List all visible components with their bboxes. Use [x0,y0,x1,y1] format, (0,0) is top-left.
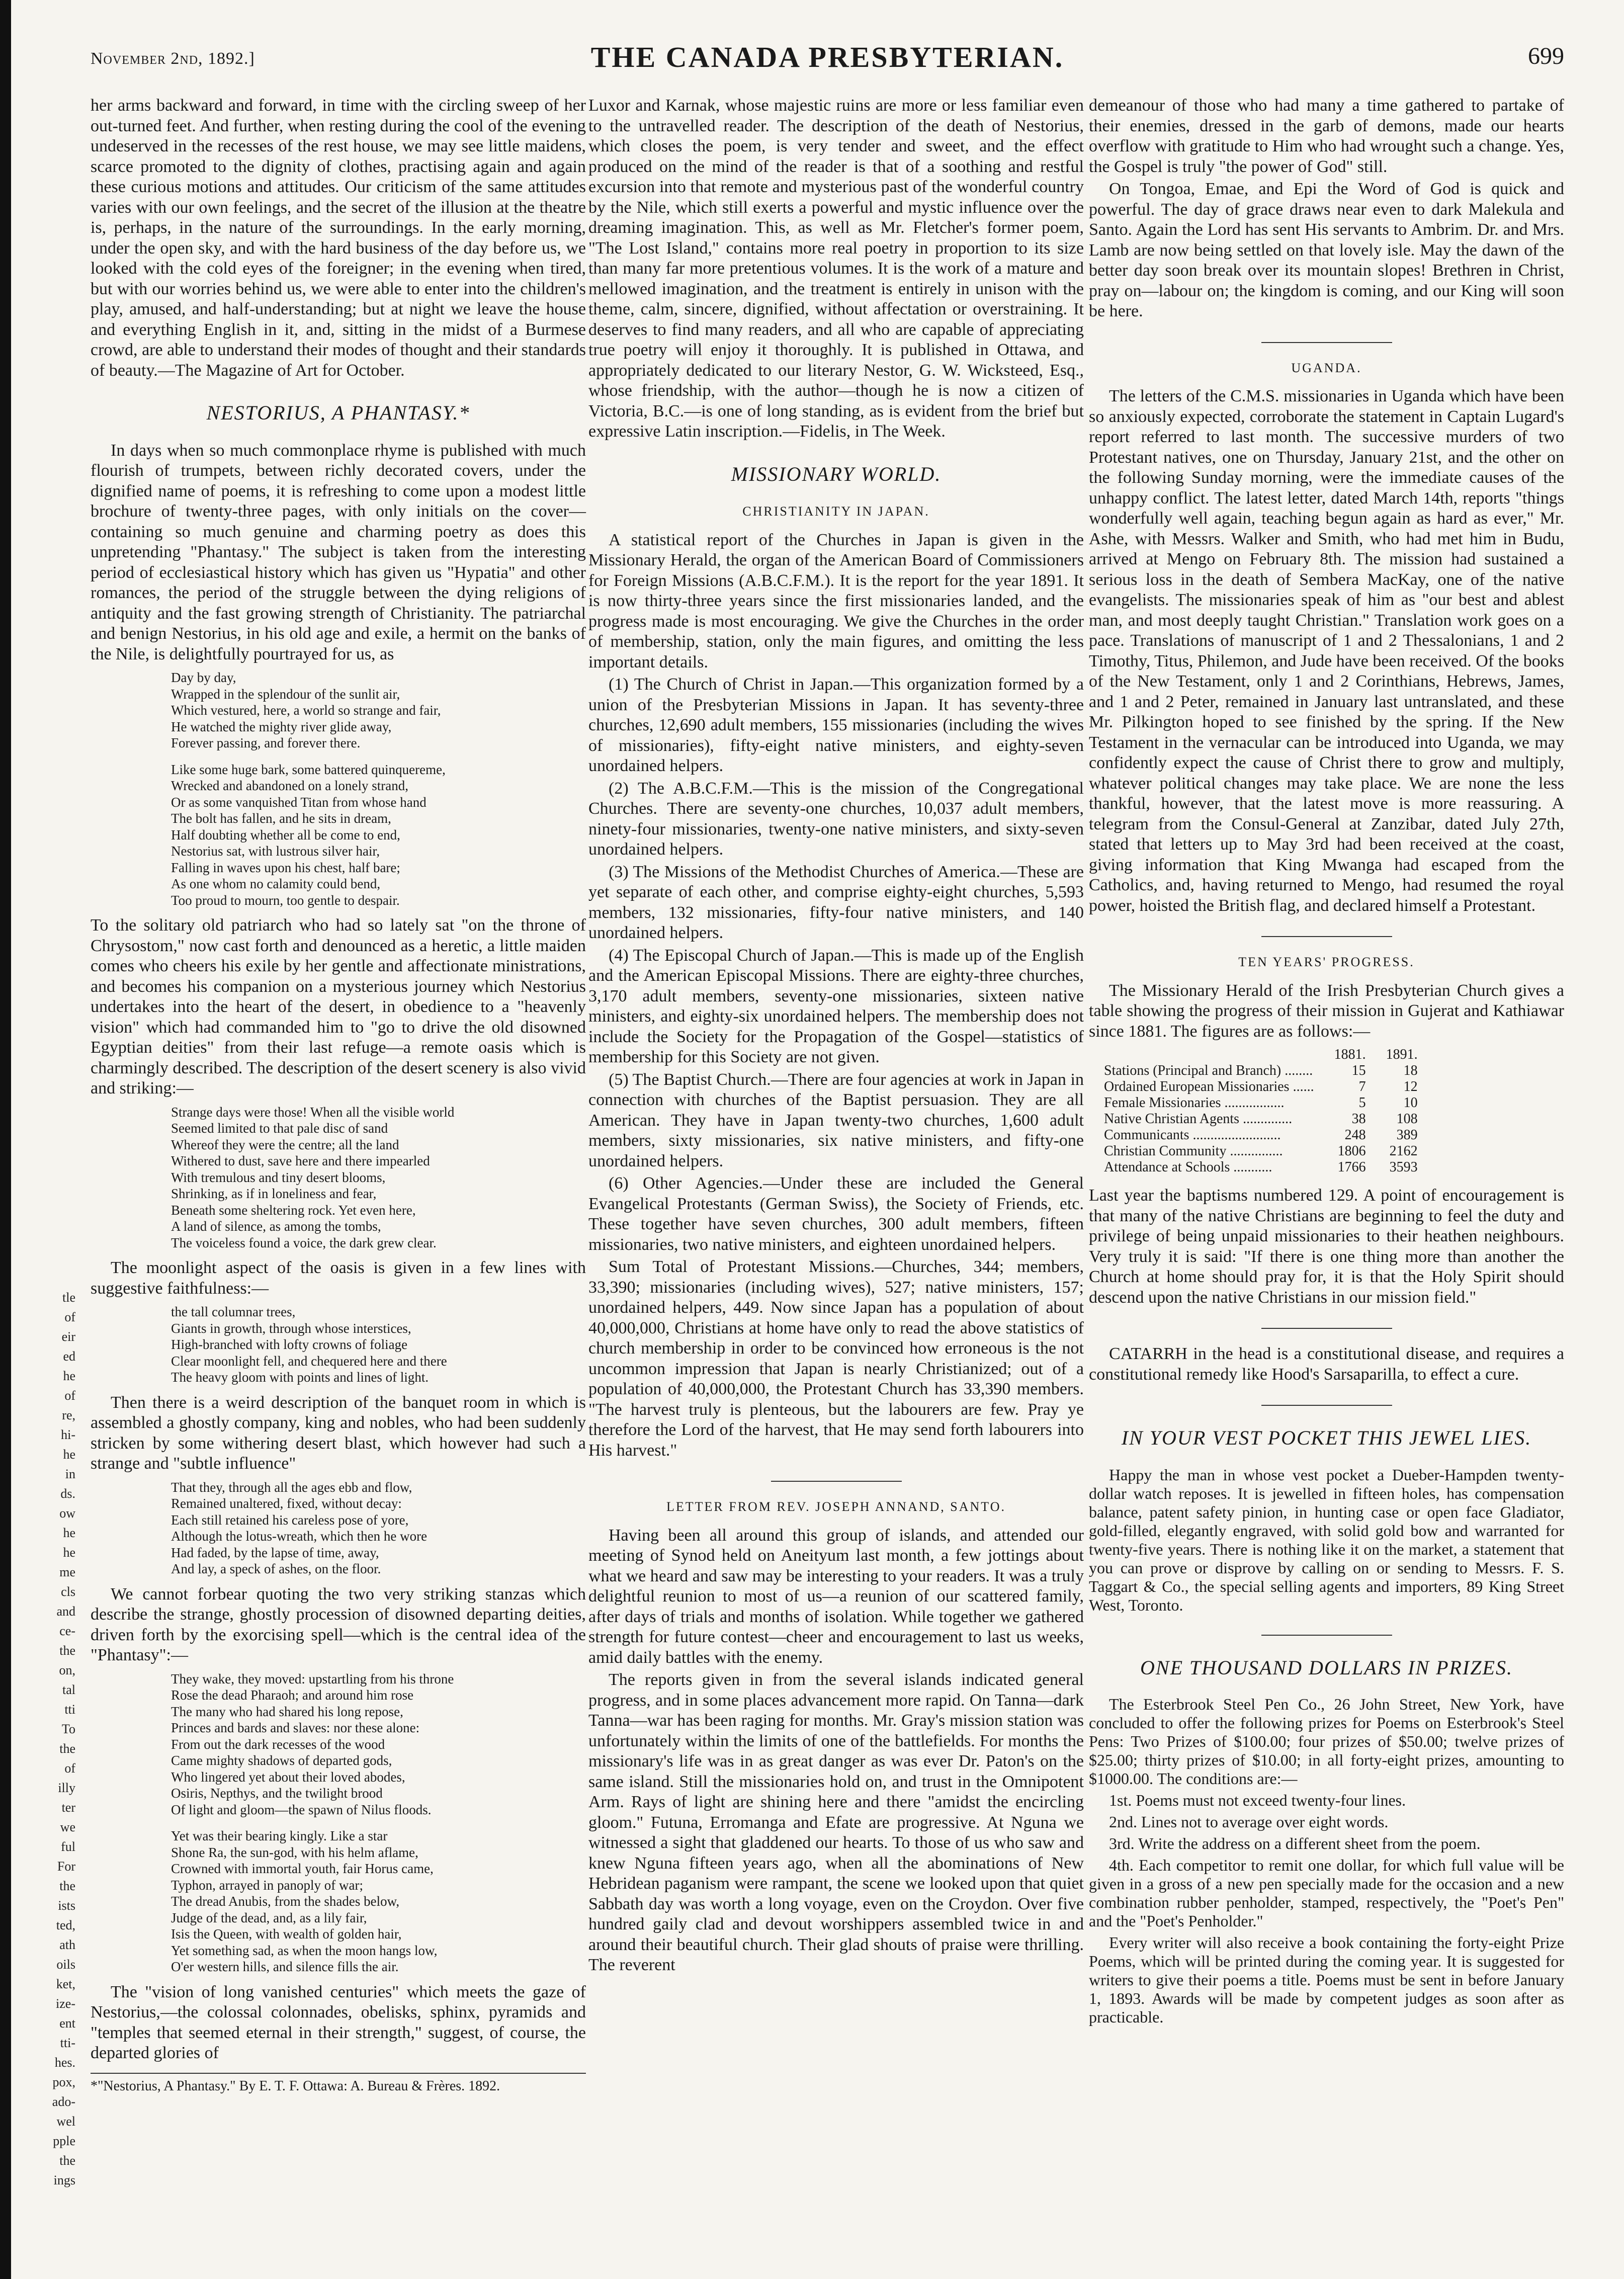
table-cell-1891: 2162 [1389,1143,1418,1159]
table-row [1104,1095,1418,1111]
poem-line: They wake, they moved: upstartling from his throne [171,1671,454,1686]
previous-page-edge-text [0,1288,75,2190]
poem-line: Isis the Queen, with wealth of golden hair, [171,1926,402,1942]
ad-heading-prizes: ONE THOUSAND DOLLARS IN PRIZES. [1140,1656,1513,1679]
edge-fragment: ize- [56,1996,75,2011]
list-item: 3rd. Write the address on a different sheet from the poem. [1109,1834,1481,1852]
edge-fragment: the [59,1879,75,1893]
column-1 [91,96,586,2095]
poem-excerpt [171,1104,586,1251]
list-item: 1st. Poems must not exceed twenty-four lines. [1109,1791,1406,1809]
edge-fragment: hi- [61,1427,75,1442]
edge-fragment: tle [62,1290,75,1305]
table-row [1104,1111,1418,1127]
poem-line: Remained unaltered, fixed, without decay: [171,1496,402,1511]
poem-line: Osiris, Nepthys, and the twilight brood [171,1786,383,1801]
ad-heading-vest-pocket: IN YOUR VEST POCKET THIS JEWEL LIES. [1121,1426,1532,1449]
poem-line: Yet something sad, as when the moon hangs low, [171,1943,438,1958]
divider [1261,1635,1392,1636]
poem-line: The bolt has fallen, and he sits in dream, [171,811,391,826]
paragraph: The Esterbrook Steel Pen Co., 26 John Street, New York, have concluded to offer the following prizes for Poems on Esterbrook's Steel Pens: Two Prizes of $100.00; four prizes of $50.00; twelve prizes of $25.00; thirty prizes of $10.00; in all forty-eight prizes, amounting to $1000.00. The conditions are:— [1089,1695,1564,1788]
column-2 [588,96,1084,1978]
table-cell-1891: 12 [1403,1079,1418,1094]
paragraph: Sum Total of Protestant Missions.—Churches, 344; members, 33,390; missionaries (including wives), 527; native ministers, 157; unordained helpers, 449. Now since Japan has a population of about 40,000,000, Christians at home have only to read the above statistics of church membership in order to be convinced how erroneous is the not uncommon impression that Japan is nearly Christianized; out of a population of 40,000,000, the Protestant Church has 33,390 members. "The harvest truly is plenteous, but the labourers are few. Pray ye therefore the Lord of the harvest, that He may send forth labourers into His harvest." [588,1257,1084,1460]
poem-line: Day by day, [171,670,236,685]
edge-fragment: pple [53,2134,75,2148]
masthead [91,35,1564,80]
poem-line: Came mighty shadows of departed gods, [171,1753,392,1768]
poem-line: Too proud to mourn, too gentle to despair. [171,892,400,908]
paragraph: The Missionary Herald of the Irish Presbyterian Church gives a table showing the progress of their mission in Gujerat and Kathiawar since 1881. The figures are as follows:— [1089,981,1564,1041]
poem-line: Like some huge bark, some battered quinquereme, [171,762,446,777]
poem-line: Half doubting whether all be come to end, [171,827,400,842]
poem-line: Crowned with immortal youth, fair Horus came, [171,1861,434,1876]
edge-fragment: illy [58,1781,75,1795]
poem-line: Clear moonlight fell, and chequered here and there [171,1353,447,1369]
poem-line: That they, through all the ages ebb and flow, [171,1479,412,1495]
edge-fragment: ists [58,1898,75,1913]
poem-line: Which vestured, here, a world so strange and fair, [171,703,441,718]
table-cell-1881: 38 [1351,1111,1366,1127]
edge-fragment: the [59,1741,75,1756]
table-cell-1881: 248 [1344,1127,1366,1143]
edge-fragment: ce- [59,1624,75,1638]
edge-fragment: wel [56,2114,75,2129]
poem-line: A land of silence, as among the tombs, [171,1219,381,1234]
subheading-christianity-in-japan: CHRISTIANITY IN JAPAN. [742,504,930,519]
poem-line: Giants in growth, through whose interstices, [171,1320,411,1336]
poem-line: Rose the dead Pharaoh; and around him rose [171,1687,414,1703]
edge-fragment: pox, [52,2075,75,2089]
progress-table [1104,1047,1418,1175]
paragraph: The reports given in from the several islands indicated general progress, and in some places advancement more rapid. On Tanna—dark Tanna—war has been raging for months. Mr. Gray's mission station was unfortunately within the limits of one of the battlefields. For months the missionary's life was in as great danger as was ever Dr. Paton's on the same island. Still the missionaries hold on, and trust in the Omnipotent Arm. Rays of light are shining here and there "amidst the encircling gloom." Futuna, Erromanga and Efate are progressive. At Nguna we witnessed a sight that gladdened our hearts. To those of us who saw and knew Nguna fifteen years ago, when all the abominations of New Hebridean paganism were rampant, the scene we looked upon that quiet Sabbath day was worth a long voyage, even on the Croydon. Over five hundred gaily clad and devout worshippers assembled twice in and around their beautiful church. Their glad shouts of praise were thrilling. The reverent [588,1670,1084,1974]
poem-line: Beneath some sheltering rock. Yet even here, [171,1202,416,1218]
table-cell-1881: 15 [1351,1063,1366,1078]
table-cell-label: Ordained European Missionaries ...... [1104,1079,1314,1094]
paragraph: (5) The Baptist Church.—There are four agencies at work in Japan in connection with churches of the Baptist persuasion. They are all American. They have in Japan twenty-two churches, 1,600 adult members, sixty missionaries, six native ministers, and fifty-one unordained helpers. [588,1070,1084,1170]
table-row [1104,1063,1418,1079]
column-3 [1089,96,1564,2030]
divider [771,1481,902,1482]
table-row [1104,1127,1418,1143]
poem-excerpt [171,762,586,909]
poem-excerpt [171,669,586,751]
poem-line: High-branched with lofty crowns of foliage [171,1337,408,1352]
subheading-letter-annand: LETTER FROM REV. JOSEPH ANNAND, SANTO. [666,1499,1006,1514]
edge-fragment: ds. [60,1486,75,1501]
edge-fragment: of [64,1388,75,1403]
poem-line: Shone Ra, the sun-god, with his helm aflame, [171,1844,418,1860]
edge-fragment: me [59,1565,75,1579]
newspaper-title: THE CANADA PRESBYTERIAN. [590,41,1064,73]
poem-line: Yet was their bearing kingly. Like a star [171,1828,388,1843]
edge-fragment: the [59,2153,75,2168]
edge-fragment: we [60,1820,75,1834]
table-header-row [1104,1047,1418,1063]
edge-fragment: ful [61,1839,75,1854]
table-cell-1891: 389 [1396,1127,1418,1143]
edge-fragment: tal [62,1682,75,1697]
article-continuation: her arms backward and forward, in time with the circling sweep of her out-turned feet. And further, when resting during the cool of the evening undeserved in the recesses of the rest house, we may see little maidens, scarce promoted to the dignity of clothes, practising again and again these curious motions and attitudes. Our criticism of the same attitudes varies with our own feelings, and the secret of the illusion at the theatre is, perhaps, in the nature of the surroundings. In the early morning, under the open sky, and with the hard business of the day before us, we looked with the cold eyes of the foreigner; in the evening when tired, but with our worries behind us, we were able to enter into the children's play, amused, and half-understanding; but at night we leave the house and everything English in it, and, sitting in the midst of a Burmese crowd, are able to understand their modes of thought and their standards of beauty.—The Magazine of Art for October. [91,96,586,380]
poem-line: Who lingered yet about their loved abodes, [171,1769,405,1785]
list-item: 4th. Each competitor to remit one dollar, for which full value will be given in a gross of a new pen specially made for the occasion and a new combination rubber penholder, stamped, respectively, the "Poet's Pen" and the "Poet's Penholder." [1089,1856,1564,1930]
table-cell-1891: 10 [1403,1095,1418,1111]
poem-line: Wrapped in the splendour of the sunlit air, [171,686,400,702]
edge-fragment: of [64,1761,75,1776]
edge-fragment: he [63,1545,75,1560]
edge-fragment: hes. [54,2055,75,2070]
poem-line: Wrecked and abandoned on a lonely strand, [171,778,408,793]
article-heading-nestorius: NESTORIUS, A PHANTASY.* [206,401,470,424]
table-cell-1881: 7 [1358,1079,1366,1094]
edge-fragment: oils [56,1957,75,1972]
table-header: 1881. [1334,1047,1366,1062]
paragraph: (6) Other Agencies.—Under these are included the General Evangelical Protestants (German Swiss), the Society of Friends, etc. These together have seven churches, 300 adult members, fifteen missionaries, two native ministers, and eighteen unordained helpers. [588,1174,1084,1254]
poem-line: Typhon, arrayed in panoply of war; [171,1877,363,1893]
advertisement-watch [1089,1466,1564,1615]
poem-line: As one whom no calamity could bend, [171,876,381,891]
poem-line: The dread Anubis, from the shades below, [171,1894,400,1909]
table-row [1104,1079,1418,1095]
table-cell-label: Communicants ......................... [1104,1127,1281,1143]
divider [1261,1405,1392,1406]
article-continuation: demeanour of those who had many a time gathered to partake of their enemies, dressed in the garb of demons, made our hearts overflow with gratitude to Him who had wrought such a change. Yes, the Gospel is truly "the power of God" still. [1089,96,1564,176]
paragraph: (3) The Missions of the Methodist Churches of America.—These are yet separate of each other, and comprise eighty-eight churches, 5,593 members, 132 missionaries, fifty-four native ministers, and 140 unordained helpers. [588,862,1084,942]
paragraph: Every writer will also receive a book containing the forty-eight Prize Poems, which will be printed during the coming year. It is suggested for writers to give their poems a title. Poems must be sent in before January 1, 1893. Awards will be made by competent judges as soon after as practicable. [1089,1933,1564,2026]
poem-line: The voiceless found a voice, the dark grew clear. [171,1235,437,1250]
subheading-uganda: UGANDA. [1291,360,1362,375]
table-row [1104,1159,1418,1175]
paragraph: The letters of the C.M.S. missionaries in Uganda which have been so anxiously expected, corroborate the statement in Captain Lugard's report referred to last month. The successive murders of two Protestant natives, one on Thursday, January 21st, and the other on the following Sunday morning, were the immediate causes of the unhappy conflict. The latest letter, dated March 14th, reports "things wonderfully well again, teaching begun again as hard as ever," Mr. Ashe, with Messrs. Walker and Smith, who had met him in Budu, arrived at Mengo on February 8th. The mission had sustained a serious loss in the death of Sembera MacKay, one of the native evangelists. The missionaries speak of him as "our best and ablest man, and most deeply taught Christian." Translation work goes on a pace. Translations of manuscript of 1 and 2 Thessalonians, 1 and 2 Timothy, Titus, Philemon, and Jude have been received. Of the books of the New Testament, only 1 and 2 Corinthians, Hebrews, James, and 1 and 2 Peter, remained in January last untranslated, and these Mr. Pilkington hoped to see finished by the spring. If the New Testament in the vernacular can be introduced into Uganda, we may confidently expect the cause of Christ there to grow and multiply, whatever political changes may take place. We are none the less thankful, however, that the latest move is more reassuring. A telegram from the Consul-General at Zanzibar, dated July 27th, stated that letters up to May 3rd had been received at the coast, giving information that King Mwanga had escaped from the Catholics, and, having returned to Mengo, had resumed the royal power, hoisted the British flag, and declared himself a Protestant. [1089,387,1564,915]
edge-fragment: ath [59,1937,75,1952]
table-row [1104,1143,1418,1159]
edge-fragment: he [63,1447,75,1462]
paragraph: The "vision of long vanished centuries" which meets the gaze of Nestorius,—the colossal colonnades, obelisks, sphinx, pyramids and "temples that seemed eternal in their strength," suggest, of course, the departed glories of [91,1982,586,2062]
poem-line: Nestorius sat, with lustrous silver hair, [171,843,380,859]
poem-excerpt [171,1479,586,1577]
poem-line: the tall columnar trees, [171,1304,296,1319]
edge-fragment: he [63,1526,75,1540]
subheading-ten-years-progress: TEN YEARS' PROGRESS. [1238,955,1415,969]
advertisement-catarrh: CATARRH in the head is a constitutional disease, and requires a constitutional remedy like Hood's Sarsaparilla, to effect a cure. [1089,1344,1564,1384]
paragraph: (1) The Church of Christ in Japan.—This organization formed by a union of the Presbyterian Missions in Japan. It has seventy-three churches, 12,690 adult members, 155 missionaries (including the wives of missionaries), fifty-eight native ministers, and eighty-seven unordained helpers. [588,675,1084,775]
edge-fragment: re, [62,1408,75,1422]
table-cell-1881: 1806 [1337,1143,1366,1159]
poem-line: Or as some vanquished Titan from whose hand [171,794,426,810]
edge-fragment: on, [59,1663,75,1677]
poem-excerpt [171,1828,586,1975]
poem-line: Had faded, by the lapse of time, away, [171,1545,379,1560]
edge-fragment: ow [59,1506,75,1521]
poem-line: The heavy gloom with points and lines of light. [171,1370,429,1385]
paragraph: Last year the baptisms numbered 129. A point of encouragement is that many of the native Christians are beginning to feel the duty and privilege of being unpaid missionaries to their heathen neighbours. Very truly it is said: "If there is one thing more than another the Church at home should pray for, it is that the Holy Spirit should descend upon the native Christians in our mission field." [1089,1186,1564,1307]
edge-fragment: in [65,1467,75,1481]
edge-fragment: To [61,1722,75,1736]
divider [1261,1328,1392,1329]
paragraph: To the solitary old patriarch who had so lately sat "on the throne of Chrysostom," now cast forth and denounced as a heretic, a little maiden comes who cheers his exile by her gentle and affectionate ministrations, and becomes his companion on a mysterious journey which Nestorius undertakes into the heart of the desert, in obedience to a "heavenly vision" which had commanded him to "go to drive the old disowned Egyptian deities" from their last refuge—a remote oasis which is charmingly described. The description of the desert scenery is also vivid and striking:— [91,916,586,1098]
edge-fragment: ted, [56,1918,75,1932]
poem-excerpt [171,1671,586,1818]
table-cell-label: Native Christian Agents .............. [1104,1111,1293,1127]
table-cell-label: Female Missionaries ................. [1104,1095,1285,1111]
paragraph: A statistical report of the Churches in Japan is given in the Missionary Herald, the organ of the American Board of Commissioners for Foreign Missions (A.B.C.F.M.). It is the report for the year 1891. It is now thirty-three years since the first missionaries landed, and the progress made is most encouraging. We give the Churches in the order of membership, station, only the main figures, and omitting the less important details. [588,530,1084,671]
prize-conditions-list [1089,1791,1564,1930]
poem-line: And lay, a speck of ashes, on the floor. [171,1561,381,1576]
table-cell-label: Attendance at Schools ........... [1104,1159,1272,1175]
table-cell-1881: 5 [1358,1095,1366,1111]
paragraph: The moonlight aspect of the oasis is given in a few lines with suggestive faithfulness:— [91,1258,586,1298]
edge-fragment: ket, [56,1977,75,1991]
poem-line: O'er western hills, and silence fills the air. [171,1959,399,1974]
advertisement-prizes [1089,1695,1564,2027]
paragraph: On Tongoa, Emae, and Epi the Word of God is quick and powerful. The day of grace draws near even to dark Malekula and Santo. Again the Lord has sent His servants to Ambrim. Dr. and Mrs. Lamb are now being settled on that lovely isle. May the dawn of the better day soon break over its mountain slopes! Brethren in Christ, pray on—labour on; the kingdom is coming, and our King will soon be here. [1089,180,1564,320]
paragraph: (2) The A.B.C.F.M.—This is the mission of the Congregational Churches. There are seventy-one churches, 10,037 adult members, ninety-four missionaries, twenty-one native ministers, and sixty-seven unordained helpers. [588,779,1084,859]
edge-fragment: ado- [52,2094,75,2109]
paragraph: Happy the man in whose vest pocket a Dueber-Hampden twenty-dollar watch reposes. It is jewelled in fifteen holes, has compensation balance, patent safety pinion, in hunting case or open face Gladiator, gold-filled, elegantly engraved, with solid gold bow and warranted for twenty-five years. There is nothing like it on the market, a statement that you can prove or disprove by calling on or sending to Messrs. F. S. Taggart & Co., the special selling agents and importers, 89 King Street West, Toronto. [1089,1465,1564,1614]
issue-date: November 2nd, 1892.] [91,49,255,68]
poem-line: Falling in waves upon his chest, half bare; [171,860,400,875]
paragraph: We cannot forbear quoting the two very striking stanzas which describe the strange, ghostly procession of disowned departing deities, driven forth by the exorcising spell—which is the central idea of the "Phantasy":— [91,1584,586,1664]
poem-line: Seemed limited to that pale disc of sand [171,1121,388,1136]
poem-line: Forever passing, and forever there. [171,735,361,750]
edge-fragment: For [57,1859,75,1874]
edge-fragment: ings [53,2173,75,2187]
edge-fragment: ter [61,1800,75,1815]
edge-fragment: cls [61,1584,75,1599]
poem-line: The many who had shared his long repose, [171,1704,403,1719]
table-cell-1891: 18 [1403,1063,1418,1078]
table-cell-1891: 108 [1396,1111,1418,1127]
list-item: 2nd. Lines not to average over eight words. [1109,1813,1389,1831]
article-continuation: Luxor and Karnak, whose majestic ruins are more or less familiar even to the untravelled reader. The description of the death of Nestorius, which closes the poem, is very tender and sweet, and the effect produced on the mind of the reader is that of a soothing and restful excursion into that remote and mysterious past of the wonderful country by the Nile, which still exerts a powerful and mystic influence over the dreaming imagination. This, as well as Mr. Fletcher's former poem, "The Lost Island," contains more real poetry in proportion to its size than many far more pretentious volumes. It is the work of a mature and mellowed imagination, and the treatment is entirely in unison with the theme, calm, sincere, dignified, without affectation or overstraining. It deserves to find many readers, and all who are capable of appreciating true poetry will enjoy it thoroughly. It is published in Ottawa, and appropriately dedicated to our literary Nestor, G. W. Wicksteed, Esq., whose friendship, with the author—though he is now a citizen of Victoria, B.C.—is one of long standing, as is evident from the brief but expressive Latin inscription.—Fidelis, in The Week. [588,96,1084,441]
divider [1261,342,1392,343]
section-heading-missionary-world: MISSIONARY WORLD. [731,462,942,485]
table-header: 1891. [1386,1047,1418,1062]
poem-line: Each still retained his careless pose of yore, [171,1512,409,1528]
edge-fragment: he [63,1369,75,1383]
poem-line: Judge of the dead, and, as a lily fair, [171,1910,367,1925]
poem-line: Strange days were those! When all the visible world [171,1104,455,1120]
table-cell-1891: 3593 [1389,1159,1418,1175]
poem-line: Withered to dust, save here and there impearled [171,1153,430,1168]
edge-fragment: eir [61,1329,75,1344]
table-cell-label: Stations (Principal and Branch) ........ [1104,1063,1313,1078]
edge-fragment: the [59,1643,75,1658]
edge-fragment: and [56,1604,75,1619]
poem-line: From out the dark recesses of the wood [171,1736,385,1752]
poem-line: Whereof they were the centre; all the land [171,1137,399,1152]
poem-excerpt [171,1304,586,1386]
page-number: 699 [1528,43,1564,69]
divider [1261,936,1392,937]
table-cell-label: Christian Community ............... [1104,1143,1283,1159]
poem-line: Of light and gloom—the spawn of Nilus floods. [171,1802,432,1817]
poem-line: With tremulous and tiny desert blooms, [171,1169,386,1185]
edge-fragment: ed [63,1349,75,1364]
paragraph: In days when so much commonplace rhyme is published with much flourish of trumpets, between richly decorated covers, under the dignified name of poems, it is refreshing to come upon a modest little brochure of twenty-three pages, with only initials on the cover—containing so much genuine and charming poetry as does this unpretending "Phantasy." The subject is taken from the interesting period of ecclesiastical history which has given us "Hypatia" and other romances, the period of the struggle between the dying religions of antiquity and the fast growing strength of Christianity. The patriarchal and benign Nestorius, in his old age and exile, a hermit on the banks of the Nile, is delightfully pourtrayed for us, as [91,441,586,663]
poem-line: He watched the mighty river glide away, [171,719,392,734]
poem-line: Princes and bards and slaves: nor these alone: [171,1720,420,1735]
edge-fragment: tti [64,1702,75,1717]
poem-line: Shrinking, as if in loneliness and fear, [171,1186,377,1201]
paragraph: Having been all around this group of islands, and attended our meeting of Synod held on Aneityum last month, a few jottings about what we heard and saw may be interesting to your readers. It was a truly delightful reunion to most of us—a reunion of our scattered family, after days of trials and months of isolation. While together we gathered strength for future contest—cheer and encouragement to last us weeks, amid daily battles with the enemy. [588,1526,1084,1667]
poem-line: Although the lotus-wreath, which then he wore [171,1529,428,1544]
paragraph: Then there is a weird description of the banquet room in which is assembled a ghostly company, king and nobles, who had been suddenly stricken by some withering desert blast, which however had such a strange and "subtle influence" [91,1393,586,1473]
edge-fragment: of [64,1310,75,1324]
footnote: *"Nestorius, A Phantasy." By E. T. F. Ottawa: A. Bureau & Frères. 1892. [91,2073,586,2095]
edge-fragment: tti- [60,2036,75,2050]
table-cell-1881: 1766 [1337,1159,1366,1175]
edge-fragment: ent [59,2016,75,2031]
paragraph: (4) The Episcopal Church of Japan.—This is made up of the English and the American Episcopal Missions. There are eighty-three churches, 3,170 adult members, seventy-one missionaries, sixteen native ministers, and eighty-six unordained helpers. The membership does not include the Society for the Propagation of the Gospel—statistics of membership for this Society are not given. [588,946,1084,1066]
